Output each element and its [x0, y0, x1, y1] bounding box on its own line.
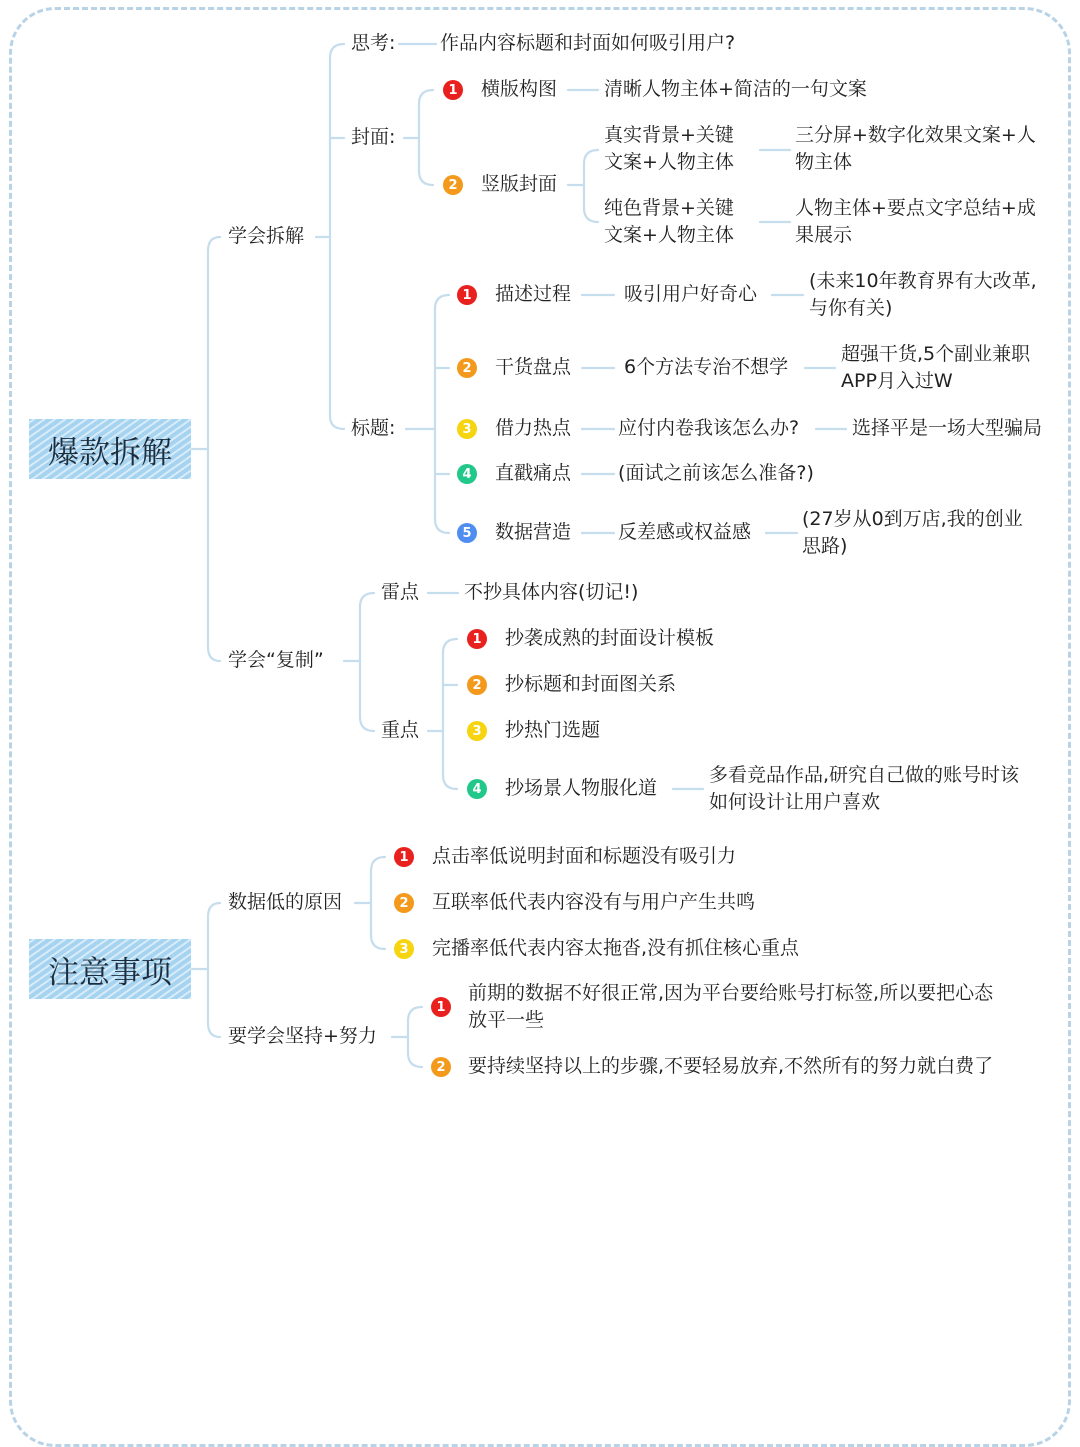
key-item-text: 抄热门选题 — [505, 719, 601, 741]
branch-persist: 要学会坚持+努力 — [228, 1025, 377, 1047]
cover-sub-line1: 纯色背景+关键 — [604, 197, 734, 219]
cover-sub-line1: 真实背景+关键 — [604, 124, 734, 146]
cover-sub-result1: 人物主体+要点文字总结+成 — [795, 197, 1036, 219]
number-badge-icon: 2 — [457, 358, 477, 378]
cover-sub-result2: 物主体 — [795, 151, 853, 173]
title-item-mid: (面试之前该怎么准备?) — [618, 462, 814, 484]
number-badge-icon: 3 — [457, 419, 477, 439]
title-item-label: 描述过程 — [495, 283, 572, 305]
number-badge-icon: 2 — [394, 893, 414, 913]
key-item-example2: 如何设计让用户喜欢 — [709, 791, 881, 813]
title-item-mid: 应付内卷我该怎么办? — [618, 417, 800, 439]
cover-sub-line2: 文案+人物主体 — [604, 224, 734, 246]
number-badge-icon: 2 — [467, 675, 487, 695]
title-item-label: 借力热点 — [495, 417, 572, 439]
node-title-label: 标题: — [351, 417, 396, 439]
title-item-example2: 与你有关) — [809, 297, 893, 319]
number-badge-icon: 2 — [431, 1057, 451, 1077]
number-badge-icon: 2 — [443, 175, 463, 195]
node-key-label: 重点 — [381, 719, 420, 741]
title-item-example1: (未来10年教育界有大改革, — [809, 270, 1037, 292]
title-item-example1: (27岁从0到万店,我的创业 — [802, 508, 1023, 530]
key-item-text: 抄袭成熟的封面设计模板 — [505, 627, 715, 649]
title-item-example1: 选择平是一场大型骗局 — [852, 417, 1043, 439]
title-item-label: 干货盘点 — [495, 356, 572, 378]
branch-learn-copy: 学会“复制” — [228, 649, 324, 671]
node-think-text: 作品内容标题和封面如何吸引用户? — [440, 32, 736, 54]
branch-low-data: 数据低的原因 — [228, 891, 343, 913]
number-badge-icon: 4 — [457, 464, 477, 484]
title-item-label: 数据营造 — [495, 521, 572, 543]
number-badge-icon: 5 — [457, 523, 477, 543]
title-item-example2: 思路) — [802, 535, 848, 557]
branch-learn-dissect: 学会拆解 — [228, 225, 305, 247]
cover-sub-result1: 三分屏+数字化效果文案+人 — [795, 124, 1036, 146]
node-think-label: 思考: — [351, 32, 396, 54]
key-item-text: 抄场景人物服化道 — [505, 777, 658, 799]
title-item-mid: 反差感或权益感 — [618, 521, 752, 543]
number-badge-icon: 3 — [394, 939, 414, 959]
cover-item-label: 竖版封面 — [481, 173, 558, 195]
low-data-item-text: 互联率低代表内容没有与用户产生共鸣 — [432, 891, 756, 913]
node-cover-label: 封面: — [351, 126, 396, 148]
title-item-label: 直戳痛点 — [495, 462, 572, 484]
root-node-precautions: 注意事项 — [29, 939, 191, 999]
number-badge-icon: 1 — [431, 997, 451, 1017]
root-node-viral-breakdown: 爆款拆解 — [29, 419, 191, 479]
key-item-example1: 多看竞品作品,研究自己做的账号时该 — [709, 764, 1020, 786]
cover-sub-result2: 果展示 — [795, 224, 853, 246]
title-item-mid: 6个方法专治不想学 — [624, 356, 789, 378]
low-data-item-text: 完播率低代表内容太拖沓,没有抓住核心重点 — [432, 937, 800, 959]
key-item-text: 抄标题和封面图关系 — [505, 673, 677, 695]
persist-item-line1: 前期的数据不好很正常,因为平台要给账号打标签,所以要把心态 — [468, 982, 994, 1004]
number-badge-icon: 1 — [467, 629, 487, 649]
cover-item-label: 横版构图 — [481, 78, 558, 100]
cover-sub-line2: 文案+人物主体 — [604, 151, 734, 173]
persist-item-line1: 要持续坚持以上的步骤,不要轻易放弃,不然所有的努力就白费了 — [468, 1055, 994, 1077]
persist-item-line2: 放平一些 — [468, 1009, 545, 1031]
node-thunder-text: 不抄具体内容(切记!) — [464, 581, 639, 603]
number-badge-icon: 1 — [394, 847, 414, 867]
cover-item-text: 清晰人物主体+简洁的一句文案 — [604, 78, 867, 100]
title-item-mid: 吸引用户好奇心 — [624, 283, 758, 305]
number-badge-icon: 4 — [467, 779, 487, 799]
low-data-item-text: 点击率低说明封面和标题没有吸引力 — [432, 845, 737, 867]
number-badge-icon: 3 — [467, 721, 487, 741]
title-item-example1: 超强干货,5个副业兼职 — [841, 343, 1031, 365]
number-badge-icon: 1 — [457, 285, 477, 305]
node-thunder-label: 雷点 — [381, 581, 420, 603]
number-badge-icon: 1 — [443, 80, 463, 100]
title-item-example2: APP月入过W — [841, 370, 953, 392]
